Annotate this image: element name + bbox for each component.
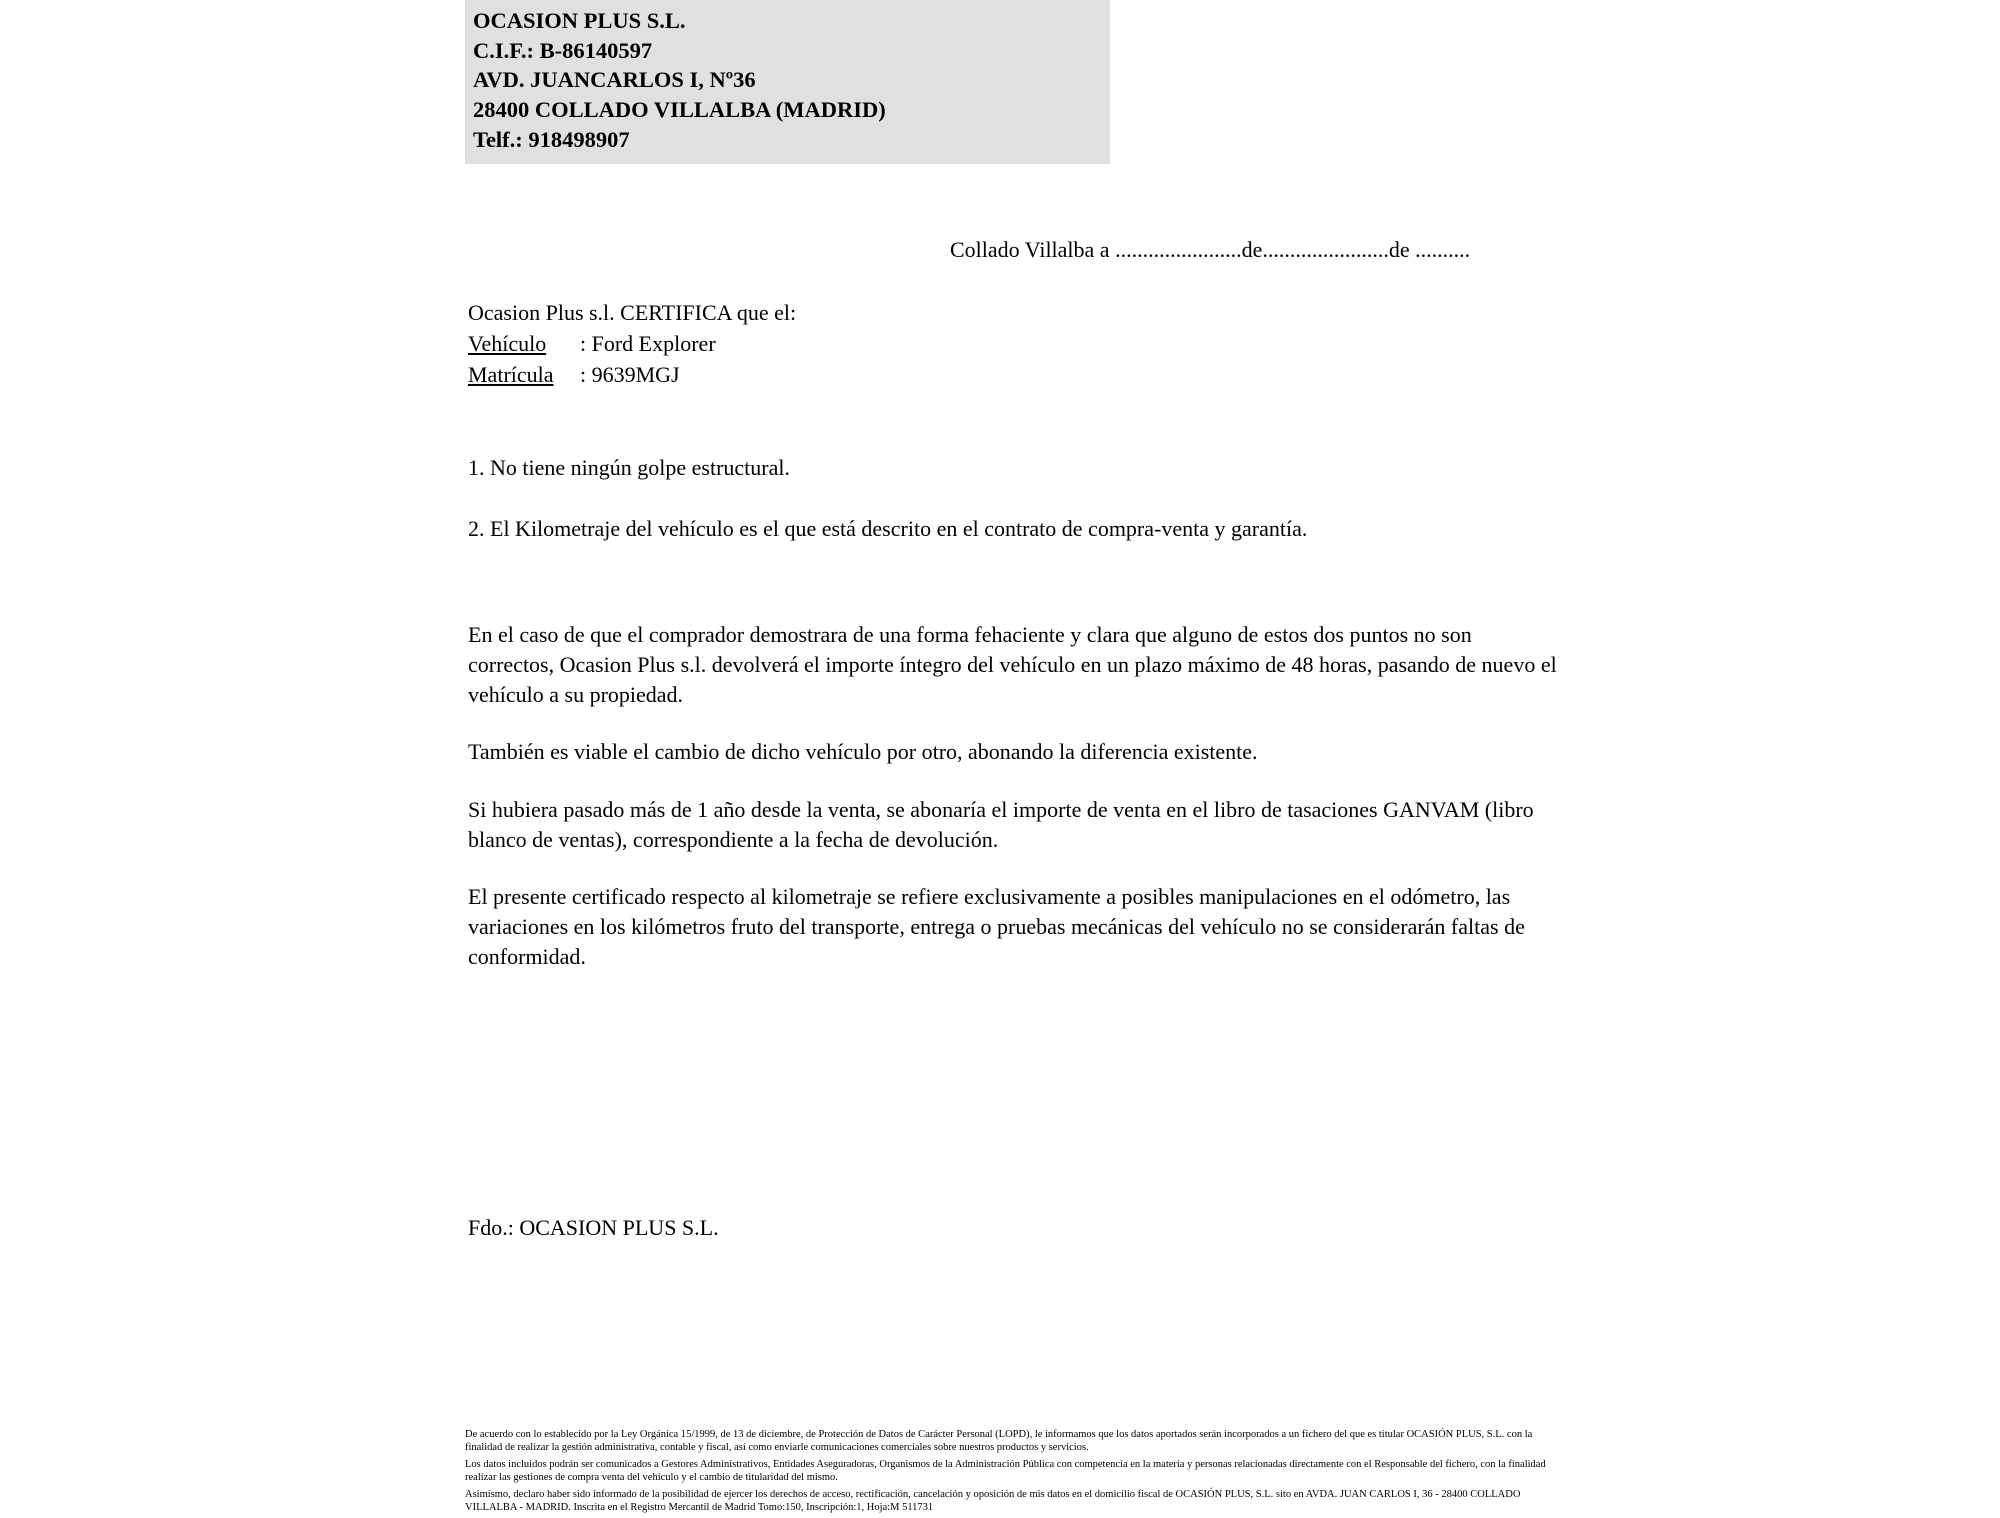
plate-value: : 9639MGJ xyxy=(580,362,680,388)
legal-paragraph: Los datos incluidos podrán ser comunicados a Gestores Administrativos, Entidades Aseguradoras, Organismos de la Administración Pública con competencia en la materia y personas relacionadas directamente con el Responsable del fichero, con la finalidad realizar las gestiones de compra venta del vehículo y el cambio de titularidad del mismo. xyxy=(465,1458,1546,1484)
legal-paragraph: Asimismo, declaro haber sido informado de la posibilidad de ejercer los derechos de acceso, rectificación, cancelación y oposición de mis datos en el domicilio fiscal de OCASIÓN PLUS, S.L. sito en AVDA. JUAN CARLOS I, 36 - 28400 COLLADO VILLALBA - MADRID. Inscrita en el Registro Mercantil de Madrid Tomo:150, Inscripción:1, Hoja:M 511731 xyxy=(465,1488,1521,1514)
body-paragraph: En el caso de que el comprador demostrara de una forma fehaciente y clara que alguno de estos dos puntos no son correctos, Ocasion Plus s.l. devolverá el importe íntegro del vehículo en un plazo máximo de 48 horas, pasando de nuevo el vehículo a su propiedad. xyxy=(468,622,1557,708)
plate-label: Matrícula xyxy=(468,362,554,388)
body-paragraph: Si hubiera pasado más de 1 año desde la venta, se abonaría el importe de venta en el libro de tasaciones GANVAM (libro blanco de ventas), correspondiente a la fecha de devolución. xyxy=(468,796,1534,852)
company-city: 28400 COLLADO VILLALBA (MADRID) xyxy=(473,97,886,123)
body-paragraph: El presente certificado respecto al kilometraje se refiere exclusivamente a posibles manipulaciones en el odómetro, las variaciones en los kilómetros fruto del transporte, entrega o pruebas mecánicas del vehículo no se considerarán faltas de conformidad. xyxy=(468,883,1525,969)
date-line: Collado Villalba a .......................de.......................de .......... xyxy=(950,237,1471,262)
legal-footer xyxy=(465,1428,1550,1518)
signature-line: Fdo.: OCASION PLUS S.L. xyxy=(468,1215,719,1240)
plate-row xyxy=(468,359,796,390)
vehicle-value: : Ford Explorer xyxy=(580,331,716,357)
numbered-points xyxy=(468,455,1568,577)
certifica-block xyxy=(468,297,796,391)
legal-paragraph: De acuerdo con lo establecido por la Ley Orgánica 15/1999, de 13 de diciembre, de Protección de Datos de Carácter Personal (LOPD), le informamos que los datos aportados serán incorporados a un fichero del que es titular OCASIÓN PLUS, S.L. con la finalidad de realizar la gestión administrativa, contable y fiscal, así como enviarle comunicaciones comerciales sobre nuestros productos y servicios. xyxy=(465,1429,1533,1454)
company-phone: Telf.: 918498907 xyxy=(473,126,630,152)
letterhead-block xyxy=(465,0,1110,164)
body-text xyxy=(468,620,1558,999)
vehicle-row xyxy=(468,328,796,359)
body-paragraph: También es viable el cambio de dicho vehículo por otro, abonando la diferencia existente. xyxy=(468,739,1258,765)
point-item: 1. No tiene ningún golpe estructural. xyxy=(468,455,790,480)
company-address: AVD. JUANCARLOS I, Nº36 xyxy=(473,67,756,93)
company-name: OCASION PLUS S.L. xyxy=(473,8,686,33)
company-cif: C.I.F.: B-86140597 xyxy=(473,37,653,63)
certifica-intro: Ocasion Plus s.l. CERTIFICA que el: xyxy=(468,300,797,325)
point-item: 2. El Kilometraje del vehículo es el que está descrito en el contrato de compra-venta y garantía. xyxy=(468,516,1308,541)
vehicle-label: Vehículo xyxy=(468,331,547,357)
